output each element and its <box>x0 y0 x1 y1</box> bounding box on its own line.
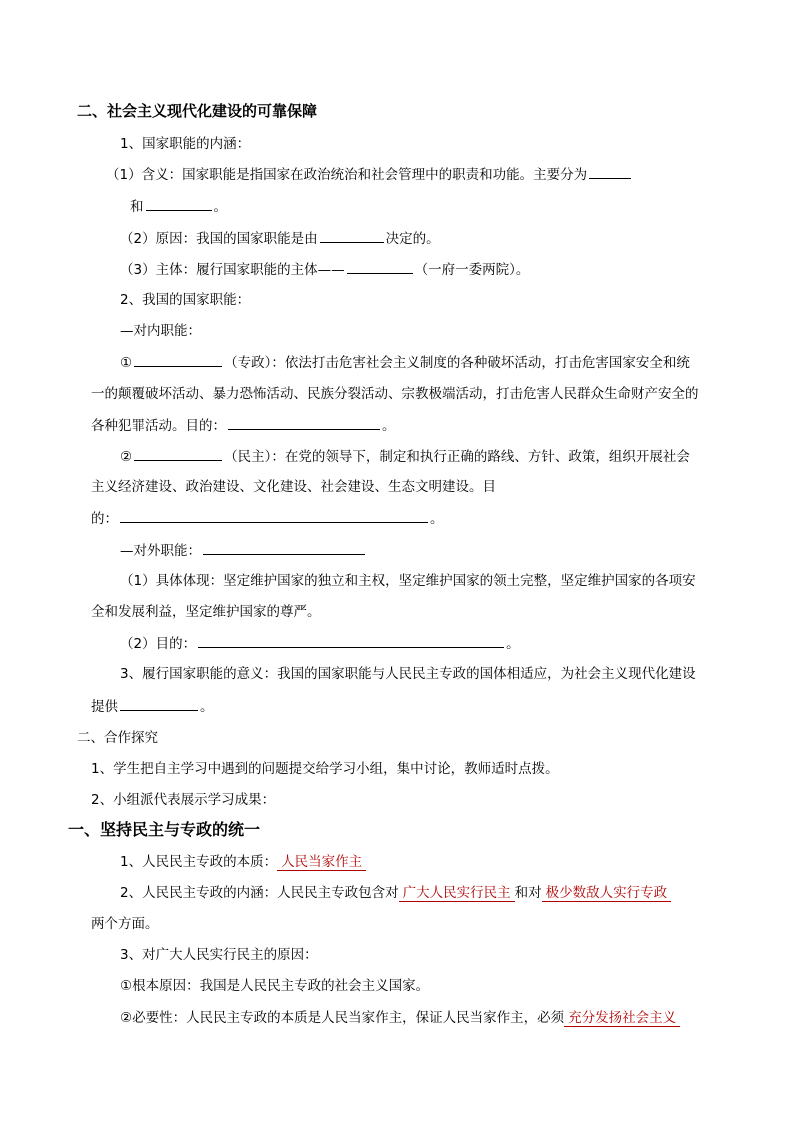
paragraph-line: ① （专政）：依法打击危害社会主义制度的各种破坏活动，打击危害国家安全和统 <box>120 352 690 373</box>
paragraph-line: 和 。 <box>130 196 227 217</box>
paragraph-line: 全和发展利益，坚定维护国家的尊严。 <box>91 604 321 620</box>
fill-blank[interactable] <box>134 352 222 367</box>
paragraph-line: 各种犯罪活动。目的： 。 <box>91 415 396 436</box>
paragraph-line: （3）主体：履行国家职能的主体—— （一府一委两院）。 <box>120 259 529 280</box>
answer-text: 广大人民实行民主 <box>399 885 515 902</box>
fill-blank[interactable] <box>320 228 384 243</box>
paragraph-line: （1）含义：国家职能是指国家在政治统治和社会管理中的职责和功能。主要分为 <box>106 164 633 185</box>
fill-blank[interactable] <box>203 540 365 555</box>
fill-blank[interactable] <box>134 446 222 461</box>
fill-blank[interactable] <box>589 164 631 179</box>
paragraph-line: ② （民主）：在党的领导下，制定和执行正确的路线、方针、政策，组织开展社会 <box>120 446 690 467</box>
paragraph-line: 1、学生把自主学习中遇到的问题提交给学习小组，集中讨论，教师适时点拨。 <box>91 761 559 777</box>
paragraph-line: 的： 。 <box>91 508 444 529</box>
item-heading: 2、我国的国家职能： <box>120 292 251 308</box>
fill-blank[interactable] <box>146 196 212 211</box>
section-heading: 一、坚持民主与专政的统一 <box>68 820 261 839</box>
paragraph-line: 两个方面。 <box>91 916 159 932</box>
fill-blank[interactable] <box>198 633 504 648</box>
paragraph-line: 提供 。 <box>91 696 214 717</box>
paragraph-line: 一的颠覆破坏活动、暴力恐怖活动、民族分裂活动、宗教极端活动，打击危害人民群众生命财产安全的 <box>91 386 699 402</box>
paragraph-line: （2）目的： 。 <box>120 633 520 654</box>
fill-blank[interactable] <box>120 508 428 523</box>
paragraph-line: 2、人民民主专政的内涵：人民民主专政包含对 广大人民实行民主 和对 极少数敌人实行专政 <box>120 883 671 903</box>
fill-blank[interactable] <box>228 415 380 430</box>
item-heading: 1、国家职能的内涵： <box>120 136 251 152</box>
paragraph-line: 2、小组派代表展示学习成果： <box>91 792 276 808</box>
paragraph-line: 主义经济建设、政治建设、文化建设、社会建设、生态文明建设。目 <box>91 479 496 495</box>
paragraph-line: —对外职能： <box>120 540 367 561</box>
section-heading: 二、合作探究 <box>77 730 158 746</box>
paragraph-line: 3、对广大人民实行民主的原因： <box>120 947 318 963</box>
paragraph-line: 1、人民民主专政的本质： 人民当家作主 <box>120 852 366 872</box>
paragraph-line: （1）具体体现：坚定维护国家的独立和主权，坚定维护国家的领土完整，坚定维护国家的各项安 <box>120 573 696 589</box>
paragraph-line: （2）原因：我国的国家职能是由 决定的。 <box>120 228 440 249</box>
answer-text: 充分发扬社会主义 <box>564 1010 680 1027</box>
fill-blank[interactable] <box>347 259 413 274</box>
section-heading: 二、社会主义现代化建设的可靠保障 <box>77 102 318 120</box>
paragraph-line: 3、履行国家职能的意义：我国的国家职能与人民民主专政的国体相适应，为社会主义现代化建设 <box>120 666 696 682</box>
fill-blank[interactable] <box>120 696 198 711</box>
sub-heading: —对内职能： <box>120 323 201 339</box>
paragraph-line: ②必要性：人民民主专政的本质是人民当家作主，保证人民当家作主，必须 充分发扬社会主义 <box>120 1008 680 1028</box>
paragraph-line: ①根本原因：我国是人民民主专政的社会主义国家。 <box>120 978 430 994</box>
answer-text: 人民当家作主 <box>277 854 366 871</box>
answer-text: 极少数敌人实行专政 <box>542 885 672 902</box>
